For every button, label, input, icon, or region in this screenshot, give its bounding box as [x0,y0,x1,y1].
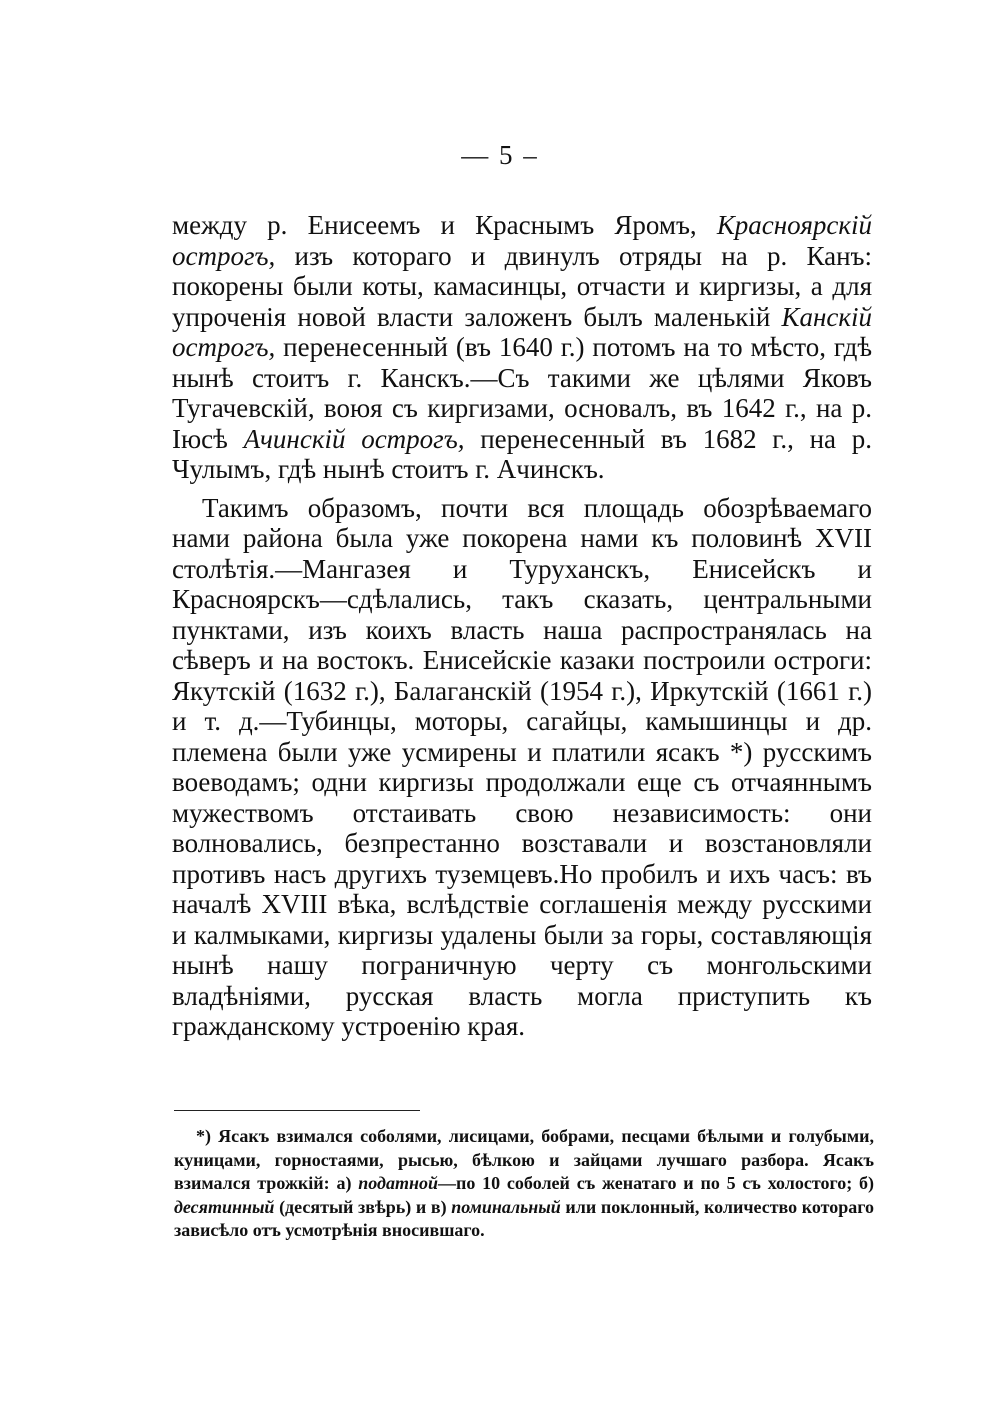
footnote-text-3: (десятый звѣрь) и в) [274,1196,452,1217]
paragraph-1-italic-2: Канскій острогъ, [172,301,872,362]
paragraph-1 [172,210,872,485]
footnote-divider [174,1110,420,1111]
footnote-text-1: *) Ясакъ взимался соболями, лисицами, бобрами, песцами бѣлыми и голубыми, куницами, горностаями, рысью, бѣлкою и зайцами лучшаго разбора. Ясакъ взимался трожкій: а) [174,1126,874,1193]
paragraph-1-text-2: изъ котораго и двинулъ отряды на р. Канъ: покорены были коты, камасинцы, отчасти и киргизы, а для упроченія новой власти заложенъ былъ маленькій [172,240,872,332]
footnote-text-4: или поклонный, количество котораго зависѣло отъ усмотрѣнія вносившаго. [174,1196,874,1240]
paragraph-1-italic-1: Красноярскій острогъ, [172,210,872,271]
paragraph-2: Такимъ образомъ, почти вся площадь обозрѣваемаго нами района была уже покорена нами къ половинѣ XVII столѣтія.—Мангазея и Туруханскъ, Енисейскъ и Красноярскъ—сдѣлались, такъ сказать, центральными пунктами, изъ коихъ власть наша распространялась на сѣверъ и на востокъ. Енисейскіе казаки построили остроги: Якутскій (1632 г.), Балаганскій (1954 г.), Иркутскій (1661 г.) и т. д.—Тубинцы, моторы, сагайцы, камышинцы и др. племена были уже усмирены и платили ясакъ *) русскимъ воеводамъ; одни киргизы продолжали еще съ отчаяннымъ мужествомъ отстаивать свою независимость: они волновались, безпрестанно возставали и возстановляли противъ насъ другихъ туземцевъ.Но пробилъ и ихъ часъ: въ началѣ XVIII вѣка, вслѣдствіе соглашенія между русскими и калмыками, киргизы удалены были за горы, составляющія нынѣ нашу пограничную черту съ монгольскими владѣніями, русская власть могла приступить къ гражданскому устроенію края. [172,492,872,1041]
footnote-text-2: —по 10 соболей съ женатаго и по 5 съ холостого; б) [437,1173,874,1193]
main-text [172,210,872,1042]
footnote-italic-2: десятинный [174,1196,275,1217]
paragraph-1-text-3: перенесенный (въ 1640 г.) потомъ на то мѣсто, гдѣ нынѣ стоитъ г. Канскъ.—Съ такими же цѣлями Яковъ Тугачевскій, воюя съ киргизами, основалъ, въ 1642 г., на р. Іюсѣ [172,332,872,454]
footnote [174,1125,874,1243]
footnote-italic-1: податной [358,1173,438,1193]
paragraph-1-text-1: между р. Енисеемъ и Краснымъ Яромъ, [172,210,717,240]
footnote-italic-3: поминальный [451,1196,561,1217]
page-number: — 5 – [461,140,539,170]
footnote-paragraph [174,1125,874,1243]
paragraph-1-italic-3: Ачинскій острогъ, [243,423,465,454]
paragraph-1-text-4: перенесенный въ 1682 г., на р. Чулымъ, гдѣ нынѣ стоитъ г. Ачинскъ. [172,423,873,484]
